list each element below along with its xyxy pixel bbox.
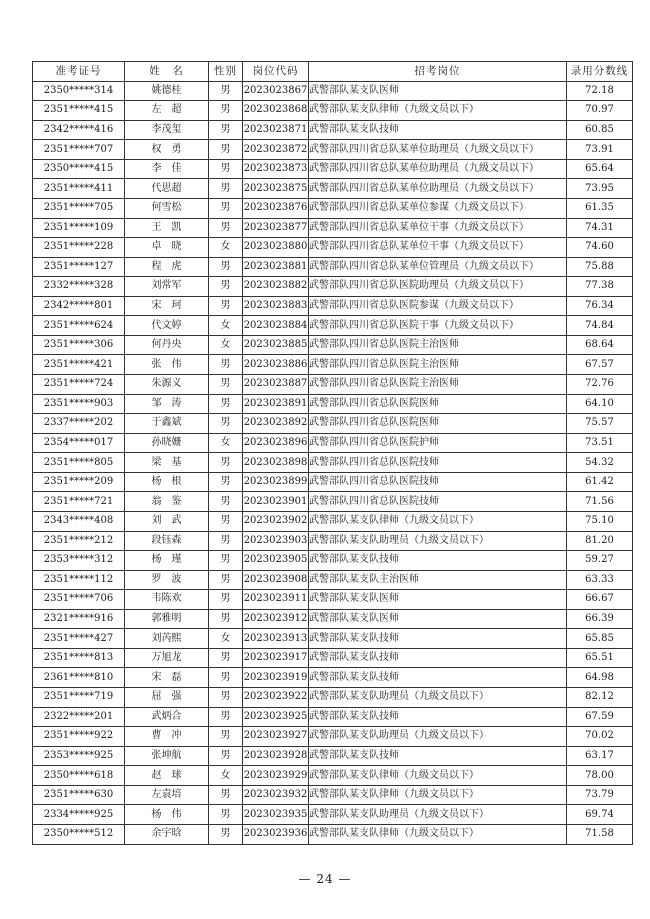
table-row bbox=[33, 140, 633, 160]
cell-score: 72.76 bbox=[567, 375, 633, 395]
results-table bbox=[32, 61, 633, 845]
cell-name: 何雪松 bbox=[125, 198, 209, 218]
cell-exam-id: 2342*****801 bbox=[33, 296, 125, 316]
cell-score: 59.27 bbox=[567, 551, 633, 571]
header-position-code: 岗位代码 bbox=[243, 62, 309, 82]
cell-exam-id: 2351*****903 bbox=[33, 394, 125, 414]
cell-gender: 男 bbox=[209, 218, 243, 238]
table-row bbox=[33, 805, 633, 825]
cell-gender: 男 bbox=[209, 277, 243, 297]
cell-exam-id: 2354*****017 bbox=[33, 433, 125, 453]
cell-score: 70.02 bbox=[567, 727, 633, 747]
table-row bbox=[33, 257, 633, 277]
cell-score: 74.31 bbox=[567, 218, 633, 238]
cell-gender: 女 bbox=[209, 335, 243, 355]
cell-position-code: 2023023912 bbox=[243, 609, 309, 629]
table-row bbox=[33, 414, 633, 434]
table-row bbox=[33, 707, 633, 727]
cell-name: 罗 波 bbox=[125, 570, 209, 590]
header-name: 姓 名 bbox=[125, 62, 209, 82]
cell-gender: 男 bbox=[209, 707, 243, 727]
cell-position: 武警部队四川省总队某单位干事（九级文员以下） bbox=[309, 238, 567, 258]
cell-gender: 男 bbox=[209, 394, 243, 414]
cell-score: 73.51 bbox=[567, 433, 633, 453]
cell-position-code: 2023023875 bbox=[243, 179, 309, 199]
cell-score: 74.60 bbox=[567, 238, 633, 258]
cell-position-code: 2023023881 bbox=[243, 257, 309, 277]
cell-gender: 男 bbox=[209, 472, 243, 492]
table-row bbox=[33, 570, 633, 590]
cell-name: 代思超 bbox=[125, 179, 209, 199]
table-row bbox=[33, 472, 633, 492]
cell-exam-id: 2351*****719 bbox=[33, 688, 125, 708]
cell-gender: 男 bbox=[209, 453, 243, 473]
cell-exam-id: 2321*****916 bbox=[33, 609, 125, 629]
cell-position-code: 2023023925 bbox=[243, 707, 309, 727]
cell-position: 武警部队四川省总队某单位助理员（九级文员以下） bbox=[309, 159, 567, 179]
cell-name: 梁 基 bbox=[125, 453, 209, 473]
cell-position-code: 2023023903 bbox=[243, 531, 309, 551]
page-number: — 24 — bbox=[298, 872, 352, 886]
cell-gender: 男 bbox=[209, 257, 243, 277]
cell-exam-id: 2337*****202 bbox=[33, 414, 125, 434]
cell-exam-id: 2343*****408 bbox=[33, 511, 125, 531]
header-score: 录用分数线 bbox=[567, 62, 633, 82]
cell-gender: 男 bbox=[209, 570, 243, 590]
cell-name: 余宇晗 bbox=[125, 824, 209, 844]
cell-name: 宋 磊 bbox=[125, 668, 209, 688]
cell-score: 75.57 bbox=[567, 414, 633, 434]
cell-exam-id: 2351*****724 bbox=[33, 375, 125, 395]
cell-position: 武警部队四川省总队某单位管理员（九级文员以下） bbox=[309, 257, 567, 277]
cell-position-code: 2023023868 bbox=[243, 101, 309, 121]
table-row bbox=[33, 198, 633, 218]
cell-position: 武警部队某支队助理员（九级文员以下） bbox=[309, 727, 567, 747]
cell-exam-id: 2353*****925 bbox=[33, 746, 125, 766]
cell-position-code: 2023023917 bbox=[243, 648, 309, 668]
cell-name: 段钰森 bbox=[125, 531, 209, 551]
cell-score: 63.33 bbox=[567, 570, 633, 590]
cell-position: 武警部队四川省总队医院参谋（九级文员以下） bbox=[309, 296, 567, 316]
cell-position-code: 2023023911 bbox=[243, 590, 309, 610]
cell-name: 李 佳 bbox=[125, 159, 209, 179]
table-row bbox=[33, 590, 633, 610]
cell-name: 程 虎 bbox=[125, 257, 209, 277]
cell-exam-id: 2361*****810 bbox=[33, 668, 125, 688]
cell-gender: 女 bbox=[209, 316, 243, 336]
cell-position: 武警部队四川省总队医院助理员（九级文员以下） bbox=[309, 277, 567, 297]
cell-gender: 男 bbox=[209, 785, 243, 805]
cell-name: 左袁培 bbox=[125, 785, 209, 805]
cell-position: 武警部队某支队律师（九级文员以下） bbox=[309, 824, 567, 844]
cell-position-code: 2023023898 bbox=[243, 453, 309, 473]
cell-exam-id: 2350*****618 bbox=[33, 766, 125, 786]
cell-position-code: 2023023932 bbox=[243, 785, 309, 805]
cell-gender: 女 bbox=[209, 766, 243, 786]
cell-gender: 女 bbox=[209, 238, 243, 258]
cell-score: 69.74 bbox=[567, 805, 633, 825]
cell-position: 武警部队某支队律师（九级文员以下） bbox=[309, 511, 567, 531]
cell-score: 73.79 bbox=[567, 785, 633, 805]
table-row bbox=[33, 101, 633, 121]
cell-name: 曹 冲 bbox=[125, 727, 209, 747]
cell-name: 翁 鉴 bbox=[125, 492, 209, 512]
cell-gender: 男 bbox=[209, 727, 243, 747]
cell-exam-id: 2350*****415 bbox=[33, 159, 125, 179]
cell-score: 76.34 bbox=[567, 296, 633, 316]
cell-position: 武警部队某支队技师 bbox=[309, 120, 567, 140]
cell-position: 武警部队四川省总队医院主治医师 bbox=[309, 355, 567, 375]
table-row bbox=[33, 179, 633, 199]
cell-name: 张坤航 bbox=[125, 746, 209, 766]
cell-exam-id: 2351*****705 bbox=[33, 198, 125, 218]
cell-exam-id: 2350*****512 bbox=[33, 824, 125, 844]
cell-score: 82.12 bbox=[567, 688, 633, 708]
cell-exam-id: 2351*****209 bbox=[33, 472, 125, 492]
cell-exam-id: 2351*****212 bbox=[33, 531, 125, 551]
cell-position: 武警部队某支队主治医师 bbox=[309, 570, 567, 590]
cell-gender: 女 bbox=[209, 433, 243, 453]
cell-name: 王 凯 bbox=[125, 218, 209, 238]
cell-name: 刘芮熙 bbox=[125, 629, 209, 649]
table-row bbox=[33, 551, 633, 571]
cell-score: 64.98 bbox=[567, 668, 633, 688]
cell-position-code: 2023023885 bbox=[243, 335, 309, 355]
table-row bbox=[33, 394, 633, 414]
cell-exam-id: 2322*****201 bbox=[33, 707, 125, 727]
cell-name: 杨 根 bbox=[125, 472, 209, 492]
cell-position: 武警部队某支队医师 bbox=[309, 81, 567, 101]
cell-position-code: 2023023922 bbox=[243, 688, 309, 708]
cell-position: 武警部队四川省总队医院医师 bbox=[309, 414, 567, 434]
table-row bbox=[33, 81, 633, 101]
cell-exam-id: 2351*****306 bbox=[33, 335, 125, 355]
cell-gender: 男 bbox=[209, 355, 243, 375]
cell-score: 67.59 bbox=[567, 707, 633, 727]
cell-position-code: 2023023880 bbox=[243, 238, 309, 258]
cell-score: 77.38 bbox=[567, 277, 633, 297]
table-row bbox=[33, 785, 633, 805]
table-row bbox=[33, 218, 633, 238]
cell-name: 张 伟 bbox=[125, 355, 209, 375]
cell-gender: 男 bbox=[209, 511, 243, 531]
cell-name: 权 勇 bbox=[125, 140, 209, 160]
cell-score: 68.64 bbox=[567, 335, 633, 355]
cell-exam-id: 2351*****228 bbox=[33, 238, 125, 258]
cell-score: 63.17 bbox=[567, 746, 633, 766]
cell-position: 武警部队某支队助理员（九级文员以下） bbox=[309, 688, 567, 708]
table-row bbox=[33, 433, 633, 453]
cell-position: 武警部队某支队技师 bbox=[309, 551, 567, 571]
table-row bbox=[33, 375, 633, 395]
cell-score: 61.35 bbox=[567, 198, 633, 218]
cell-score: 72.18 bbox=[567, 81, 633, 101]
cell-position: 武警部队某支队律师（九级文员以下） bbox=[309, 101, 567, 121]
cell-score: 66.39 bbox=[567, 609, 633, 629]
cell-gender: 男 bbox=[209, 688, 243, 708]
cell-name: 刘 武 bbox=[125, 511, 209, 531]
cell-position-code: 2023023936 bbox=[243, 824, 309, 844]
table-row bbox=[33, 492, 633, 512]
cell-exam-id: 2353*****312 bbox=[33, 551, 125, 571]
cell-name: 何丹央 bbox=[125, 335, 209, 355]
cell-position-code: 2023023905 bbox=[243, 551, 309, 571]
cell-position-code: 2023023882 bbox=[243, 277, 309, 297]
cell-exam-id: 2351*****624 bbox=[33, 316, 125, 336]
cell-score: 75.88 bbox=[567, 257, 633, 277]
table-row bbox=[33, 531, 633, 551]
cell-exam-id: 2351*****112 bbox=[33, 570, 125, 590]
cell-score: 73.91 bbox=[567, 140, 633, 160]
cell-exam-id: 2351*****411 bbox=[33, 179, 125, 199]
cell-position: 武警部队某支队技师 bbox=[309, 648, 567, 668]
cell-gender: 男 bbox=[209, 198, 243, 218]
cell-exam-id: 2351*****630 bbox=[33, 785, 125, 805]
cell-position: 武警部队四川省总队医院技师 bbox=[309, 492, 567, 512]
cell-name: 于鑫斌 bbox=[125, 414, 209, 434]
cell-position-code: 2023023892 bbox=[243, 414, 309, 434]
cell-position: 武警部队某支队律师（九级文员以下） bbox=[309, 785, 567, 805]
cell-gender: 男 bbox=[209, 648, 243, 668]
cell-score: 81.20 bbox=[567, 531, 633, 551]
cell-gender: 男 bbox=[209, 746, 243, 766]
cell-position: 武警部队四川省总队某单位干事（九级文员以下） bbox=[309, 218, 567, 238]
cell-gender: 男 bbox=[209, 668, 243, 688]
cell-exam-id: 2350*****314 bbox=[33, 81, 125, 101]
cell-position-code: 2023023887 bbox=[243, 375, 309, 395]
cell-name: 李茂玺 bbox=[125, 120, 209, 140]
cell-position-code: 2023023919 bbox=[243, 668, 309, 688]
table-row bbox=[33, 355, 633, 375]
table-row bbox=[33, 335, 633, 355]
header-gender: 性别 bbox=[209, 62, 243, 82]
cell-score: 71.56 bbox=[567, 492, 633, 512]
cell-position-code: 2023023867 bbox=[243, 81, 309, 101]
cell-position: 武警部队四川省总队某单位助理员（九级文员以下） bbox=[309, 140, 567, 160]
table-row bbox=[33, 746, 633, 766]
cell-position: 武警部队某支队技师 bbox=[309, 707, 567, 727]
cell-position-code: 2023023927 bbox=[243, 727, 309, 747]
cell-score: 54.32 bbox=[567, 453, 633, 473]
cell-gender: 男 bbox=[209, 375, 243, 395]
table-row bbox=[33, 824, 633, 844]
cell-exam-id: 2351*****721 bbox=[33, 492, 125, 512]
cell-gender: 男 bbox=[209, 81, 243, 101]
cell-exam-id: 2351*****707 bbox=[33, 140, 125, 160]
cell-exam-id: 2351*****922 bbox=[33, 727, 125, 747]
table-row bbox=[33, 766, 633, 786]
cell-position: 武警部队某支队技师 bbox=[309, 746, 567, 766]
cell-position-code: 2023023935 bbox=[243, 805, 309, 825]
cell-gender: 男 bbox=[209, 590, 243, 610]
cell-name: 杨 瑾 bbox=[125, 551, 209, 571]
cell-name: 朱源义 bbox=[125, 375, 209, 395]
cell-position-code: 2023023876 bbox=[243, 198, 309, 218]
cell-position-code: 2023023896 bbox=[243, 433, 309, 453]
cell-exam-id: 2351*****813 bbox=[33, 648, 125, 668]
cell-gender: 男 bbox=[209, 296, 243, 316]
table-row bbox=[33, 629, 633, 649]
cell-name: 刘常军 bbox=[125, 277, 209, 297]
cell-position-code: 2023023928 bbox=[243, 746, 309, 766]
cell-position: 武警部队四川省总队医院技师 bbox=[309, 472, 567, 492]
table-row bbox=[33, 688, 633, 708]
cell-position: 武警部队四川省总队医院主治医师 bbox=[309, 375, 567, 395]
cell-position: 武警部队某支队律师（九级文员以下） bbox=[309, 766, 567, 786]
cell-position: 武警部队某支队医师 bbox=[309, 590, 567, 610]
cell-gender: 女 bbox=[209, 629, 243, 649]
cell-exam-id: 2351*****427 bbox=[33, 629, 125, 649]
cell-exam-id: 2351*****421 bbox=[33, 355, 125, 375]
header-row bbox=[33, 62, 633, 82]
cell-position: 武警部队四川省总队医院医师 bbox=[309, 394, 567, 414]
cell-position: 武警部队某支队技师 bbox=[309, 668, 567, 688]
table-row bbox=[33, 668, 633, 688]
cell-exam-id: 2351*****706 bbox=[33, 590, 125, 610]
cell-position: 武警部队四川省总队医院技师 bbox=[309, 453, 567, 473]
cell-name: 赵 球 bbox=[125, 766, 209, 786]
table-row bbox=[33, 609, 633, 629]
cell-name: 韦陈欢 bbox=[125, 590, 209, 610]
table-row bbox=[33, 277, 633, 297]
cell-position-code: 2023023883 bbox=[243, 296, 309, 316]
cell-name: 姚德桂 bbox=[125, 81, 209, 101]
cell-name: 郭雅明 bbox=[125, 609, 209, 629]
cell-gender: 男 bbox=[209, 414, 243, 434]
cell-name: 邹 涛 bbox=[125, 394, 209, 414]
cell-score: 66.67 bbox=[567, 590, 633, 610]
cell-name: 杨 伟 bbox=[125, 805, 209, 825]
table-row bbox=[33, 238, 633, 258]
cell-position-code: 2023023913 bbox=[243, 629, 309, 649]
cell-name: 屈 强 bbox=[125, 688, 209, 708]
cell-name: 卓 晓 bbox=[125, 238, 209, 258]
cell-exam-id: 2351*****127 bbox=[33, 257, 125, 277]
cell-position-code: 2023023891 bbox=[243, 394, 309, 414]
cell-position-code: 2023023929 bbox=[243, 766, 309, 786]
cell-position-code: 2023023873 bbox=[243, 159, 309, 179]
cell-score: 67.57 bbox=[567, 355, 633, 375]
header-exam-id: 准考证号 bbox=[33, 62, 125, 82]
cell-gender: 男 bbox=[209, 492, 243, 512]
cell-position: 武警部队某支队技师 bbox=[309, 629, 567, 649]
cell-exam-id: 2351*****415 bbox=[33, 101, 125, 121]
cell-position: 武警部队四川省总队医院主治医师 bbox=[309, 335, 567, 355]
cell-score: 61.42 bbox=[567, 472, 633, 492]
cell-score: 65.85 bbox=[567, 629, 633, 649]
cell-name: 代文婷 bbox=[125, 316, 209, 336]
cell-gender: 男 bbox=[209, 120, 243, 140]
cell-position: 武警部队四川省总队医院干事（九级文员以下） bbox=[309, 316, 567, 336]
cell-position: 武警部队四川省总队某单位助理员（九级文员以下） bbox=[309, 179, 567, 199]
cell-score: 65.64 bbox=[567, 159, 633, 179]
cell-gender: 男 bbox=[209, 805, 243, 825]
cell-score: 78.00 bbox=[567, 766, 633, 786]
cell-position-code: 2023023877 bbox=[243, 218, 309, 238]
cell-position-code: 2023023908 bbox=[243, 570, 309, 590]
cell-position: 武警部队某支队助理员（九级文员以下） bbox=[309, 805, 567, 825]
cell-name: 宋 珂 bbox=[125, 296, 209, 316]
cell-gender: 男 bbox=[209, 609, 243, 629]
cell-position: 武警部队某支队医师 bbox=[309, 609, 567, 629]
cell-score: 60.85 bbox=[567, 120, 633, 140]
cell-score: 73.95 bbox=[567, 179, 633, 199]
cell-position-code: 2023023901 bbox=[243, 492, 309, 512]
cell-position: 武警部队四川省总队某单位参谋（九级文员以下） bbox=[309, 198, 567, 218]
cell-score: 74.84 bbox=[567, 316, 633, 336]
cell-exam-id: 2342*****416 bbox=[33, 120, 125, 140]
cell-position: 武警部队四川省总队医院护师 bbox=[309, 433, 567, 453]
table-row bbox=[33, 648, 633, 668]
cell-gender: 男 bbox=[209, 551, 243, 571]
cell-gender: 男 bbox=[209, 179, 243, 199]
cell-exam-id: 2334*****925 bbox=[33, 805, 125, 825]
cell-exam-id: 2351*****805 bbox=[33, 453, 125, 473]
table-row bbox=[33, 159, 633, 179]
cell-gender: 男 bbox=[209, 140, 243, 160]
cell-name: 万旭龙 bbox=[125, 648, 209, 668]
cell-score: 65.51 bbox=[567, 648, 633, 668]
cell-position: 武警部队某支队助理员（九级文员以下） bbox=[309, 531, 567, 551]
cell-gender: 男 bbox=[209, 824, 243, 844]
cell-position-code: 2023023884 bbox=[243, 316, 309, 336]
cell-position-code: 2023023899 bbox=[243, 472, 309, 492]
cell-name: 孙晓姗 bbox=[125, 433, 209, 453]
table-row bbox=[33, 727, 633, 747]
cell-name: 武炳合 bbox=[125, 707, 209, 727]
table-row bbox=[33, 296, 633, 316]
cell-position-code: 2023023872 bbox=[243, 140, 309, 160]
cell-gender: 男 bbox=[209, 531, 243, 551]
cell-gender: 男 bbox=[209, 159, 243, 179]
table-row bbox=[33, 120, 633, 140]
cell-name: 左 超 bbox=[125, 101, 209, 121]
cell-exam-id: 2332*****328 bbox=[33, 277, 125, 297]
cell-position-code: 2023023871 bbox=[243, 120, 309, 140]
cell-gender: 男 bbox=[209, 101, 243, 121]
cell-score: 64.10 bbox=[567, 394, 633, 414]
table-row bbox=[33, 316, 633, 336]
cell-exam-id: 2351*****109 bbox=[33, 218, 125, 238]
table-row bbox=[33, 511, 633, 531]
cell-score: 70.97 bbox=[567, 101, 633, 121]
cell-score: 75.10 bbox=[567, 511, 633, 531]
header-position: 招考岗位 bbox=[309, 62, 567, 82]
table-row bbox=[33, 453, 633, 473]
cell-score: 71.58 bbox=[567, 824, 633, 844]
cell-position-code: 2023023886 bbox=[243, 355, 309, 375]
cell-position-code: 2023023902 bbox=[243, 511, 309, 531]
